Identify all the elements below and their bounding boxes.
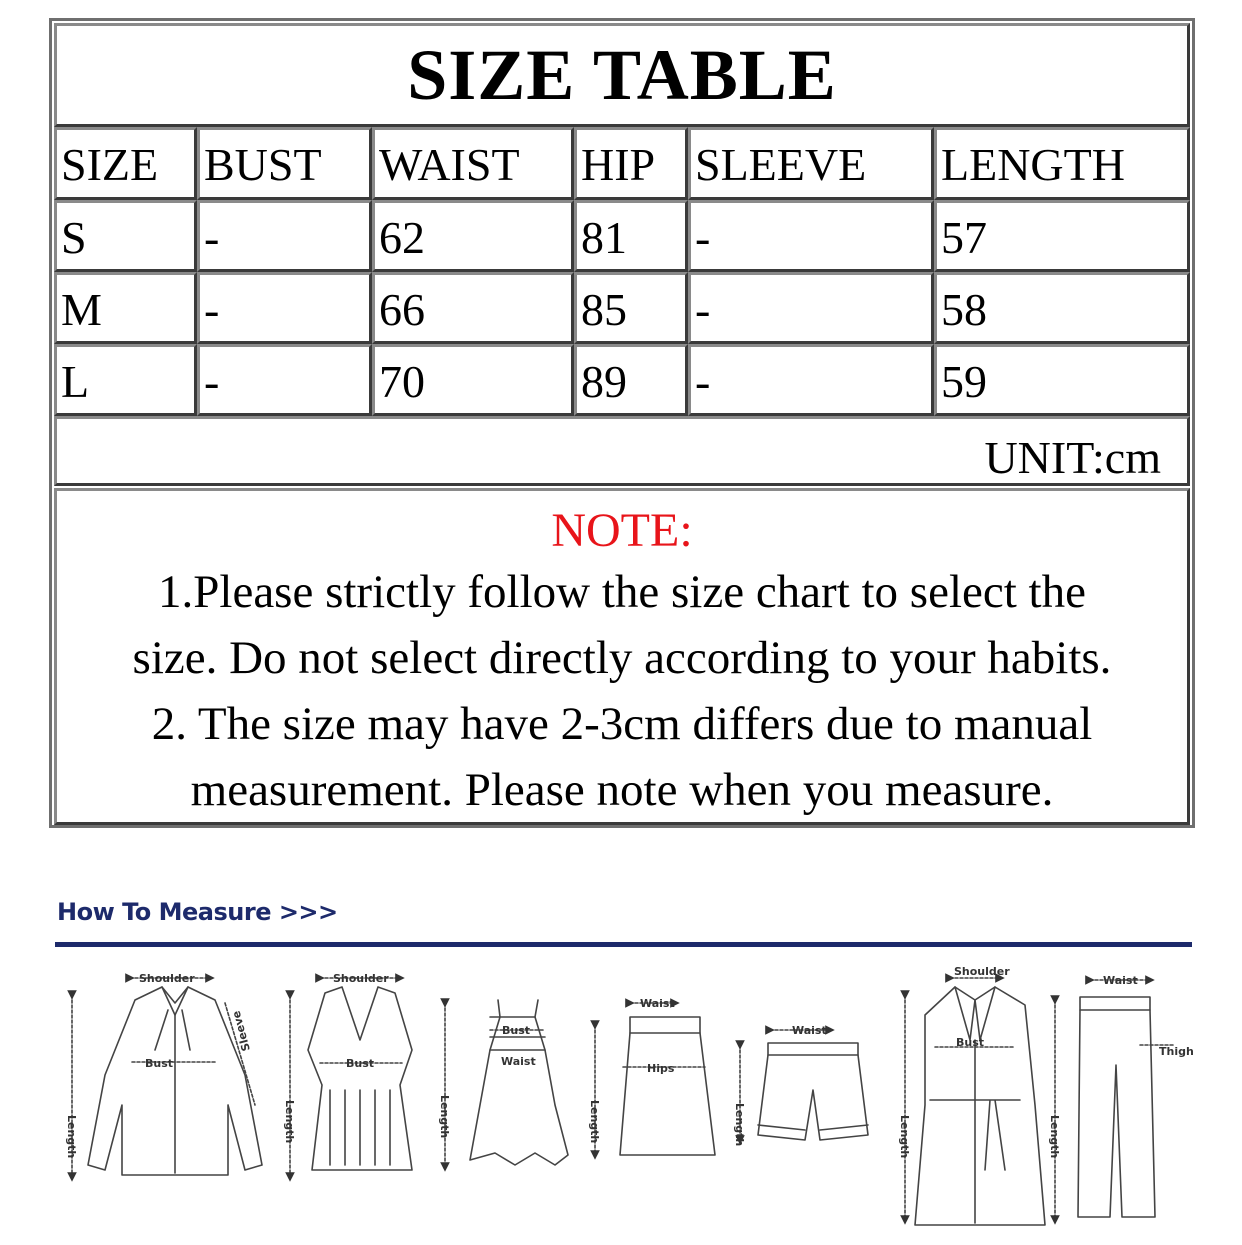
- header-hip: HIP: [574, 127, 688, 200]
- label-bust-3: Bust: [502, 1024, 531, 1037]
- label-thigh: Thigh: [1159, 1045, 1194, 1058]
- cell-bust-s: -: [197, 200, 372, 272]
- label-length-6: Length: [898, 1115, 911, 1159]
- unit-label: UNIT:cm: [984, 432, 1161, 483]
- header-waist: WAIST: [372, 127, 574, 200]
- cell-sleeve-s: -: [688, 200, 934, 272]
- cell-sleeve-m: -: [688, 272, 934, 344]
- cell-size-l: L: [54, 344, 197, 416]
- note-line-2: size. Do not select directly according to your habits.: [132, 632, 1112, 684]
- label-hips: Hips: [647, 1062, 675, 1075]
- unit-row: [54, 416, 1190, 486]
- cell-sleeve-l: -: [688, 344, 934, 416]
- header-length: LENGTH: [934, 127, 1190, 200]
- note-line-3: 2. The size may have 2-3cm differs due to manual: [151, 698, 1093, 750]
- label-length-1: Length: [65, 1115, 78, 1159]
- label-length-5: Length: [733, 1103, 746, 1147]
- label-waist-2: Waist: [640, 997, 675, 1010]
- label-shoulder-1: Shoulder: [139, 972, 195, 985]
- label-shoulder-2: Shoulder: [333, 972, 389, 985]
- label-length-2: Length: [283, 1100, 296, 1144]
- note-line-1: 1.Please strictly follow the size chart to select the: [158, 566, 1086, 618]
- cell-length-s: 57: [934, 200, 1190, 272]
- cell-bust-m: -: [197, 272, 372, 344]
- cell-hip-s: 81: [574, 200, 688, 272]
- how-to-measure-rule: [55, 942, 1192, 947]
- cell-waist-s: 62: [372, 200, 574, 272]
- coat-figure: [905, 978, 1045, 1225]
- note-title: NOTE:: [551, 504, 693, 557]
- label-length-3: Length: [438, 1095, 451, 1139]
- header-bust: BUST: [197, 127, 372, 200]
- cell-hip-l: 89: [574, 344, 688, 416]
- label-bust-1: Bust: [145, 1057, 174, 1070]
- blouse-figure: [72, 978, 262, 1177]
- note-box: [54, 488, 1190, 825]
- label-bust-2: Bust: [346, 1057, 375, 1070]
- skirt-figure: [595, 1003, 715, 1155]
- trousers-figure: [1055, 980, 1175, 1220]
- label-shoulder-3: Shoulder: [954, 965, 1010, 978]
- cell-waist-l: 70: [372, 344, 574, 416]
- label-bust-4: Bust: [956, 1036, 985, 1049]
- size-table: [49, 18, 1195, 828]
- shorts-figure: [740, 1030, 868, 1140]
- measure-illustrations-svg: [50, 955, 1200, 1240]
- note-line-4: measurement. Please note when you measure.: [190, 764, 1054, 816]
- label-waist-3: Waist: [792, 1024, 827, 1037]
- cell-waist-m: 66: [372, 272, 574, 344]
- label-waist-1: Waist: [501, 1055, 536, 1068]
- header-sleeve: SLEEVE: [688, 127, 934, 200]
- how-to-measure-title: How To Measure >>>: [57, 898, 338, 926]
- cell-size-s: S: [54, 200, 197, 272]
- table-title: SIZE TABLE: [54, 23, 1190, 127]
- cell-length-m: 58: [934, 272, 1190, 344]
- label-length-7: Length: [1048, 1115, 1061, 1159]
- label-waist-4: Waist: [1103, 974, 1138, 987]
- vest-figure: [290, 978, 412, 1177]
- header-size: SIZE: [54, 127, 197, 200]
- cell-length-l: 59: [934, 344, 1190, 416]
- label-sleeve: Sleeve: [229, 1009, 253, 1053]
- cell-bust-l: -: [197, 344, 372, 416]
- cell-size-m: M: [54, 272, 197, 344]
- cell-hip-m: 85: [574, 272, 688, 344]
- measure-illustrations: [50, 955, 1200, 1240]
- label-length-4: Length: [588, 1100, 601, 1144]
